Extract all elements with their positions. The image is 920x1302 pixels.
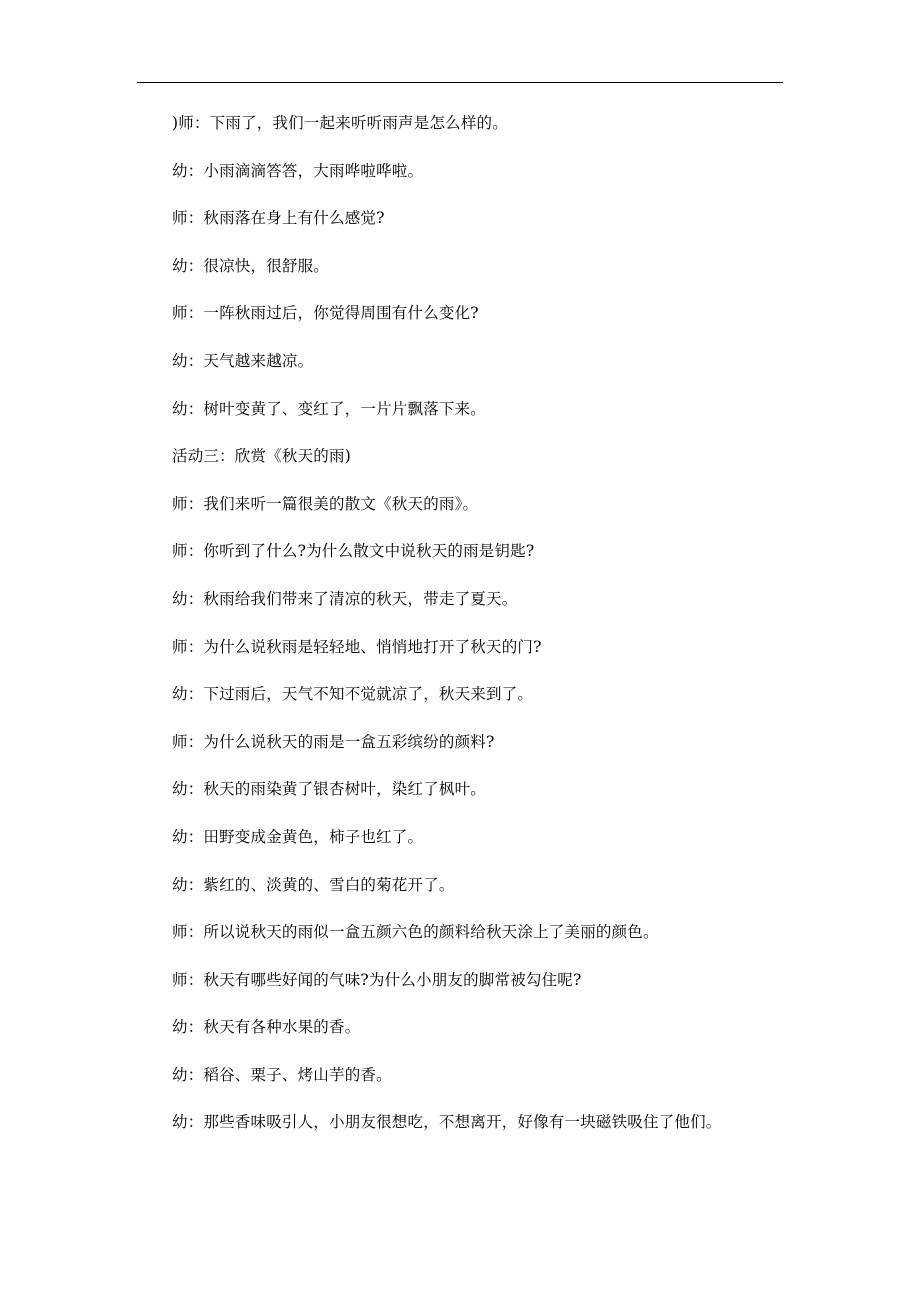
dialogue-line: 师：秋雨落在身上有什么感觉? xyxy=(172,209,385,228)
dialogue-line: 师：一阵秋雨过后，你觉得周围有什么变化? xyxy=(172,304,479,323)
dialogue-line: 幼：秋雨给我们带来了清凉的秋天，带走了夏天。 xyxy=(172,589,518,608)
dialogue-line: )师：下雨了，我们一起来听听雨声是怎么样的。 xyxy=(172,114,508,132)
dialogue-line: 师：为什么说秋天的雨是一盒五彩缤纷的颜料? xyxy=(172,732,495,751)
dialogue-lines xyxy=(172,111,812,1158)
dialogue-line: 师：为什么说秋雨是轻轻地、悄悄地打开了秋天的门? xyxy=(172,637,542,656)
dialogue-line: 幼：秋天有各种水果的香。 xyxy=(172,1018,361,1037)
dialogue-line: 幼：天气越来越凉。 xyxy=(172,351,314,370)
dialogue-line: 幼：那些香味吸引人，小朋友很想吃，不想离开，好像有一块磁铁吸住了他们。 xyxy=(172,1113,722,1132)
dialogue-line: 幼：秋天的雨染黄了银杏树叶，染红了枫叶。 xyxy=(172,780,487,799)
dialogue-line: 幼：田野变成金黄色，柿子也红了。 xyxy=(172,827,424,846)
dialogue-line: 幼：小雨滴滴答答，大雨哗啦哗啦。 xyxy=(172,161,424,180)
dialogue-line: 幼：紫红的、淡黄的、雪白的菊花开了。 xyxy=(172,875,455,894)
dialogue-line: 师：你听到了什么?为什么散文中说秋天的雨是钥匙? xyxy=(172,542,535,561)
dialogue-line: 幼：稻谷、栗子、烤山芋的香。 xyxy=(172,1065,392,1084)
dialogue-line: 师：所以说秋天的雨似一盒五颜六色的颜料给秋天涂上了美丽的颜色。 xyxy=(172,923,659,942)
dialogue-line: 幼：下过雨后，天气不知不觉就凉了，秋天来到了。 xyxy=(172,685,534,704)
section-heading: 活动三：欣赏《秋天的雨) xyxy=(172,447,351,466)
dialogue-line: 师：秋天有哪些好闻的气味?为什么小朋友的脚常被勾住呢? xyxy=(172,970,582,989)
dialogue-line: 幼：树叶变黄了、变红了，一片片飘落下来。 xyxy=(172,399,487,418)
dialogue-line: 师：我们来听一篇很美的散文《秋天的雨》。 xyxy=(172,494,479,513)
dialogue-line: 幼：很凉快，很舒服。 xyxy=(172,256,330,275)
header-rule xyxy=(137,82,783,83)
